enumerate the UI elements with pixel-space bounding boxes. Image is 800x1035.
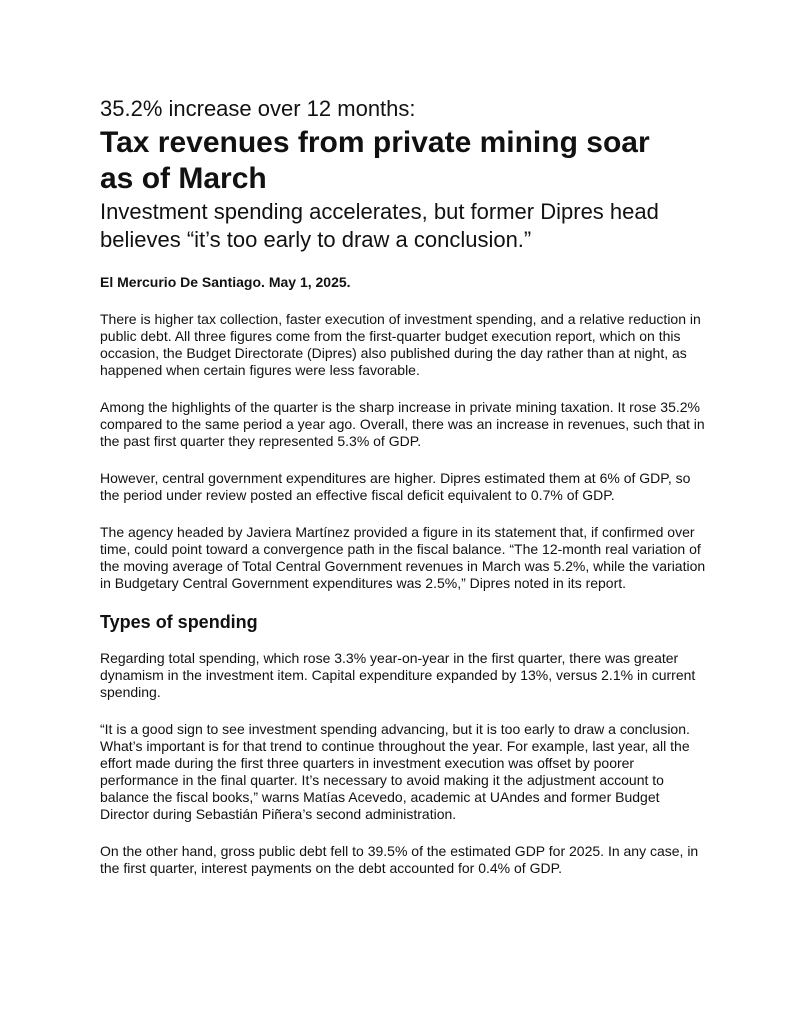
- headline-line-1: Tax revenues from private mining soar: [100, 126, 650, 159]
- paragraph-4: The agency headed by Javiera Martínez provided a figure in its statement that, if confirmed over time, could point toward a convergence path in the fiscal balance. “The 12-month real variation of the moving average of Total Central Government revenues in March was 5.2%, while the variation in Budgetary Central Government expenditures was 2.5%,” Dipres noted in its report.: [100, 524, 706, 591]
- section-paragraph-3: On the other hand, gross public debt fell to 39.5% of the estimated GDP for 2025. In any case, in the first quarter, interest payments on the debt accounted for 0.4% of GDP.: [100, 843, 699, 876]
- article-byline: El Mercurio De Santiago. May 1, 2025.: [100, 274, 351, 290]
- article-headline: [100, 125, 710, 197]
- article-deck: [100, 198, 710, 254]
- section-paragraph-1: Regarding total spending, which rose 3.3% year-on-year in the first quarter, there was greater dynamism in the investment item. Capital expenditure expanded by 13%, versus 2.1% in current spending.: [100, 650, 696, 700]
- deck-line-2: believes “it’s too early to draw a conclusion.”: [100, 227, 532, 252]
- paragraph-3: However, central government expenditures are higher. Dipres estimated them at 6% of GDP, so the period under review posted an effective fiscal deficit equivalent to 0.7% of GDP.: [100, 470, 691, 503]
- article: [100, 96, 710, 877]
- section-paragraph-2: “It is a good sign to see investment spending advancing, but it is too early to draw a conclusion. What’s important is for that trend to continue throughout the year. For example, last year, all the effort made during the first three quarters in investment execution was offset by poorer performance in the final quarter. It’s necessary to avoid making it the adjustment account to balance the fiscal books,” warns Matías Acevedo, academic at UAndes and former Budget Director during Sebastián Piñera’s second administration.: [100, 721, 690, 822]
- deck-line-1: Investment spending accelerates, but former Dipres head: [100, 199, 659, 224]
- paragraph-1: There is higher tax collection, faster execution of investment spending, and a relative reduction in public debt. All three figures come from the first-quarter budget execution report, which on this occasion, the Budget Directorate (Dipres) also published during the day rather than at night, as happened when certain figures were less favorable.: [100, 311, 701, 378]
- section-heading: Types of spending: [100, 612, 258, 632]
- headline-line-2: as of March: [100, 162, 267, 195]
- paragraph-2: Among the highlights of the quarter is the sharp increase in private mining taxation. It rose 35.2% compared to the same period a year ago. Overall, there was an increase in revenues, such that in the past first quarter they represented 5.3% of GDP.: [100, 399, 705, 449]
- article-kicker: 35.2% increase over 12 months:: [100, 96, 416, 121]
